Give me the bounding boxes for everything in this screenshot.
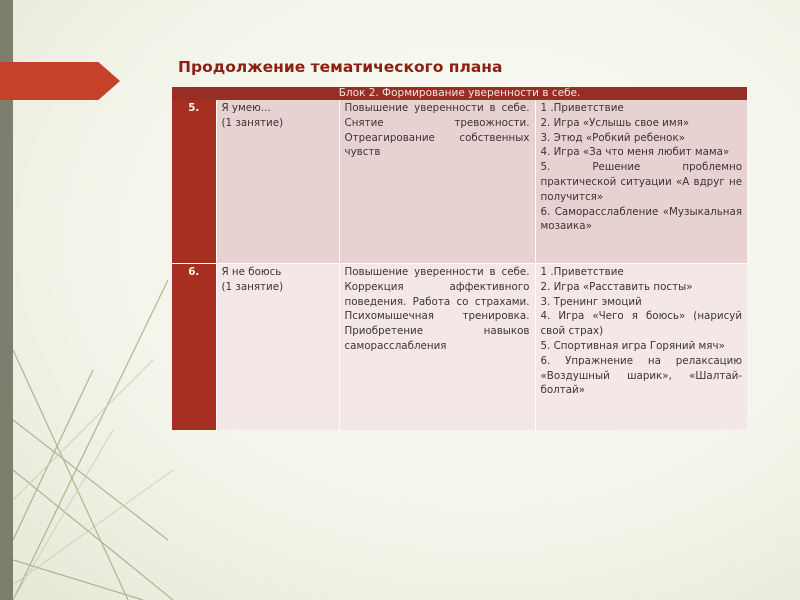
table-row	[172, 100, 747, 264]
slide-title: Продолжение тематического плана	[178, 58, 503, 76]
topic-sessions: (1 занятие)	[221, 280, 284, 293]
activity-item: 4. Игра «Чего я боюсь» (нарисуй свой страх)	[540, 310, 743, 338]
activity-item: 5. Решение проблемно практической ситуации «А вдруг не получится»	[540, 161, 743, 203]
activity-item: 1 .Приветствие	[540, 102, 624, 114]
table-header-row	[172, 87, 747, 100]
thematic-plan-table	[172, 87, 747, 430]
row-number: 6.	[172, 264, 216, 431]
row-number: 5.	[172, 100, 216, 264]
goals-cell: Повышение уверенности в себе. Снятие тревожности. Отреагирование собственных чувств	[339, 100, 535, 264]
topic-sessions: (1 занятие)	[221, 116, 284, 129]
activity-item: 3. Этюд «Робкий ребенок»	[540, 131, 685, 144]
activities-cell	[535, 264, 747, 431]
activity-item: 2. Игра «Расставить посты»	[540, 280, 693, 293]
block-header: Блок 2. Формирование уверенности в себе.	[172, 87, 747, 100]
activity-item: 4. Игра «За что меня любит мама»	[540, 146, 730, 159]
topic-title: Я умею...	[221, 102, 271, 114]
title-accent-banner	[0, 62, 120, 100]
activity-item: 5. Спортивная игра Горяний мяч»	[540, 339, 725, 352]
topic-cell	[216, 100, 339, 264]
activity-item: 2. Игра «Услышь свое имя»	[540, 116, 690, 129]
activity-item: 6. Саморасслабление «Музыкальная мозаика»	[540, 205, 743, 233]
activity-item: 1 .Приветствие	[540, 266, 624, 278]
activity-item: 3. Тренинг эмоций	[540, 295, 642, 308]
activity-item: 6. Упражнение на релаксацию «Воздушный шарик», «Шалтай-болтай»	[540, 354, 743, 397]
goals-cell: Повышение уверенности в себе. Коррекция аффективного поведения. Работа со страхами. Психомышечная тренировка. Приобретение навыков саморасслабления	[339, 264, 535, 431]
topic-cell	[216, 264, 339, 431]
topic-title: Я не боюсь	[221, 266, 282, 278]
table-row	[172, 264, 747, 431]
activities-cell	[535, 100, 747, 264]
